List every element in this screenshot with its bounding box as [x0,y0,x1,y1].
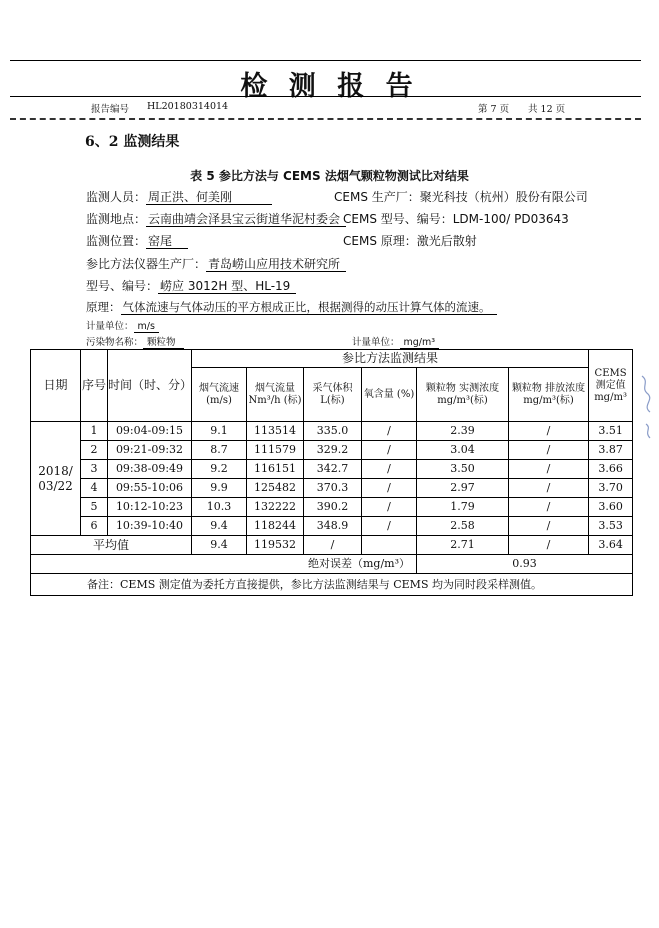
table-row [31,517,633,536]
cell-emission: / [509,422,589,441]
cell-emission: / [509,517,589,536]
cell-o2: / [362,422,417,441]
cell-cems: 3.53 [589,517,633,536]
personnel-line [86,188,272,205]
cell-flow: 118244 [247,517,304,536]
cell-o2: / [362,498,417,517]
cell-emission: / [509,441,589,460]
header-dashed-rule [10,118,641,120]
position-label: 监测位置： [86,234,147,248]
model-label: 型号、编号： [86,279,159,293]
personnel-label: 监测人员： [86,190,147,204]
cems-principle-label: CEMS 原理： [343,234,417,248]
personnel-value: 周正洪、何美刚 [146,190,272,205]
header-top-rule [10,60,641,61]
pollutant-value: 颗粒物 [143,337,184,349]
cell-no: 4 [81,479,108,498]
cell-no: 5 [81,498,108,517]
header-ref-method: 参比方法监测结果 [192,350,589,368]
cems-maker-label: CEMS 生产厂： [334,190,420,204]
location-label: 监测地点： [86,212,147,226]
cell-velocity: 9.4 [192,517,247,536]
header-time: 时间（时、分） [108,350,192,422]
header-o2: 氧含量 (%) [362,368,417,422]
header-date: 日期 [31,350,81,422]
cell-volume: 390.2 [304,498,362,517]
cell-o2: / [362,460,417,479]
avg-volume: / [304,536,362,555]
ref-maker-line [86,255,346,272]
cems-model-line [343,210,569,227]
position-value: 窑尾 [146,234,188,249]
location-value: 云南曲靖会泽县宝云街道华泥村委会 [146,212,346,227]
cems-model-label: CEMS 型号、编号： [343,212,453,226]
section-title: 6、2 监测结果 [85,134,180,150]
unit2-line [352,334,439,348]
location-line [86,210,346,227]
principle-value: 气体流速与气体动压的平方根成正比，根据测得的动压计算气体的流速。 [121,300,497,315]
pollutant-label: 污染物名称： [86,337,144,348]
cell-no: 6 [81,517,108,536]
cell-emission: / [509,479,589,498]
table-row [31,460,633,479]
cell-cems: 3.87 [589,441,633,460]
header-measured: 颗粒物 实测浓度 mg/m³(标) [417,368,509,422]
note-text: 备注：CEMS 测定值为委托方直接提供，参比方法监测结果与 CEMS 均为同时段采样测值。 [31,574,633,596]
cell-volume: 348.9 [304,517,362,536]
cell-o2: / [362,441,417,460]
table-caption: 表 5 参比方法与 CEMS 法烟气颗粒物测试比对结果 [190,169,469,183]
cell-velocity: 8.7 [192,441,247,460]
report-title: 检 测 报 告 [240,71,419,102]
abs-error-row [31,555,633,574]
page-total: 共 12 页 [528,104,566,115]
header-no: 序号 [81,350,108,422]
cell-measured: 2.97 [417,479,509,498]
page-number: 第 7 页 [478,104,510,115]
cell-flow: 125482 [247,479,304,498]
cell-time: 09:04-09:15 [108,422,192,441]
header-cems: CEMS 测定值 mg/m³ [589,350,633,422]
cell-volume: 342.7 [304,460,362,479]
principle-label: 原理： [86,300,121,314]
unit-value: m/s [134,321,159,333]
pollutant-line [86,334,184,348]
avg-emission: / [509,536,589,555]
cell-time: 09:38-09:49 [108,460,192,479]
cell-time: 09:55-10:06 [108,479,192,498]
margin-pen-mark [636,372,658,442]
model-line [86,277,296,294]
cell-velocity: 9.2 [192,460,247,479]
cell-cems: 3.70 [589,479,633,498]
date-cell: 2018/ 03/22 [31,422,81,536]
position-line [86,232,188,249]
cell-flow: 111579 [247,441,304,460]
cems-maker-line [334,188,588,205]
cell-flow: 113514 [247,422,304,441]
cell-no: 3 [81,460,108,479]
header-emission: 颗粒物 排放浓度 mg/m³(标) [509,368,589,422]
avg-measured: 2.71 [417,536,509,555]
cell-cems: 3.60 [589,498,633,517]
table-row [31,479,633,498]
abs-error-value: 0.93 [417,555,633,574]
avg-cems: 3.64 [589,536,633,555]
cell-no: 1 [81,422,108,441]
cell-emission: / [509,460,589,479]
cell-velocity: 10.3 [192,498,247,517]
cems-principle-value: 激光后散射 [416,234,477,248]
header-flow: 烟气流量 Nm³/h (标) [247,368,304,422]
average-row [31,536,633,555]
avg-o2 [362,536,417,555]
abs-error-label: 绝对误差（mg/m³） [31,555,417,574]
cell-o2: / [362,479,417,498]
header-mid-rule [10,96,641,97]
table-header-row-1 [31,350,633,368]
cell-emission: / [509,498,589,517]
unit2-label: 计量单位： [352,337,400,348]
table-row [31,441,633,460]
principle-line [86,299,497,315]
unit-label: 计量单位： [86,321,134,332]
report-no: HL20180314014 [147,101,229,112]
cell-flow: 132222 [247,498,304,517]
header-volume: 采气体积 L(标) [304,368,362,422]
cell-measured: 1.79 [417,498,509,517]
table-row [31,422,633,441]
unit-line [86,318,159,332]
cems-model-value: LDM-100/ PD03643 [452,212,569,226]
avg-flow: 119532 [247,536,304,555]
cell-volume: 370.3 [304,479,362,498]
cell-measured: 3.50 [417,460,509,479]
cell-volume: 329.2 [304,441,362,460]
cell-time: 09:21-09:32 [108,441,192,460]
ref-maker-value: 青岛崂山应用技术研究所 [206,257,346,272]
cell-measured: 2.58 [417,517,509,536]
cell-time: 10:39-10:40 [108,517,192,536]
cems-maker-value: 聚光科技（杭州）股份有限公司 [419,190,588,204]
note-row [31,574,633,596]
unit2-value: mg/m³ [400,337,440,349]
cell-no: 2 [81,441,108,460]
cell-cems: 3.51 [589,422,633,441]
avg-velocity: 9.4 [192,536,247,555]
model-value: 崂应 3012H 型、HL-19 [158,279,296,294]
cell-volume: 335.0 [304,422,362,441]
report-no-label: 报告编号 [91,104,130,115]
cell-measured: 3.04 [417,441,509,460]
cell-cems: 3.66 [589,460,633,479]
cems-principle-line [343,232,477,249]
header-velocity: 烟气流速 (m/s) [192,368,247,422]
cell-velocity: 9.9 [192,479,247,498]
comparison-table [30,349,633,596]
cell-flow: 116151 [247,460,304,479]
cell-velocity: 9.1 [192,422,247,441]
average-label: 平均值 [31,536,192,555]
table-row [31,498,633,517]
cell-time: 10:12-10:23 [108,498,192,517]
cell-measured: 2.39 [417,422,509,441]
ref-maker-label: 参比方法仪器生产厂： [86,257,207,271]
cell-o2: / [362,517,417,536]
